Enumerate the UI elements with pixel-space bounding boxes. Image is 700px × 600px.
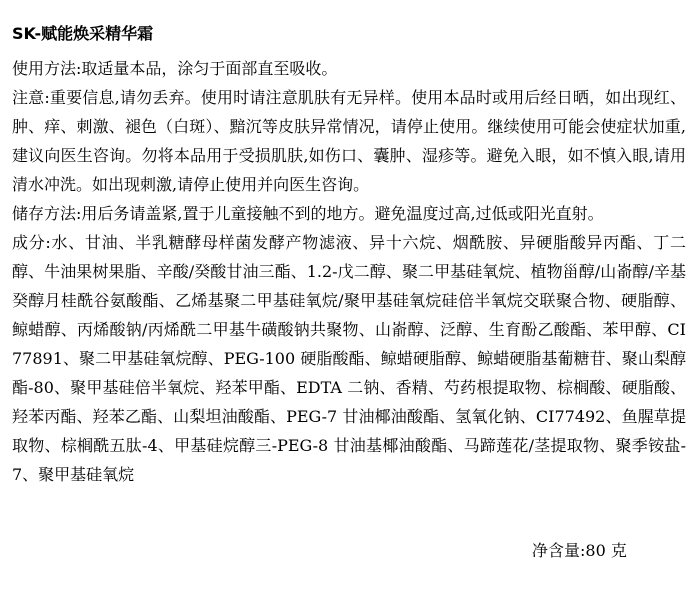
net-content: 净含量:80 克 bbox=[532, 541, 627, 560]
product-label-document bbox=[12, 22, 686, 489]
product-title: SK-赋能焕采精华霜 bbox=[12, 24, 154, 43]
caution-text: 重要信息,请勿丢弃。使用时请注意肌肤有无异样。使用本品时或用后经日晒，如出现红、肿、痒、刺激、褪色（白斑）、黯沉等皮肤异常情况，请停止使用。继续使用可能会使症状加重,建议向医生咨询。勿将本品用于受损肌肤,如伤口、囊肿、湿疹等。避免入眼，如不慎入眼,请用清水冲洗。如出现刺激,请停止使用并向医生咨询。 bbox=[12, 88, 686, 194]
usage-label: 使用方法: bbox=[12, 59, 82, 78]
caution-label: 注意: bbox=[12, 88, 50, 107]
usage-text: 取适量本品，涂匀于面部直至吸收。 bbox=[81, 59, 338, 78]
ingredients-text: 水、甘油、半乳糖酵母样菌发酵产物滤液、异十六烷、烟酰胺、异硬脂酸异丙酯、丁二醇、牛油果树果脂、辛酸/癸酸甘油三酯、1.2-戊二醇、聚二甲基硅氧烷、植物甾醇/山嵛醇/辛基癸醇月桂酰谷氨酸酯、乙烯基聚二甲基硅氧烷/聚甲基硅氧烷硅倍半氧烷交联聚合物、硬脂醇、鲸蜡醇、丙烯酸钠/丙烯酰二甲基牛磺酸钠共聚物、山嵛醇、泛醇、生育酚乙酸酯、苯甲醇、CI77891、聚二甲基硅氧烷醇、PEG-100 硬脂酸酯、鲸蜡硬脂醇、鲸蜡硬脂基葡糖苷、聚山梨醇酯-80、聚甲基硅倍半氧烷、羟苯甲酯、EDTA 二钠、香精、芍药根提取物、棕榈酸、硬脂酸、羟苯丙酯、羟苯乙酯、山梨坦油酸酯、PEG-7 甘油椰油酸酯、氢氧化钠、CI77492、鱼腥草提取物、棕榈酰五肽-4、甲基硅烷醇三-PEG-8 甘油基椰油酸酯、马蹄莲花/茎提取物、聚季铵盐-7、聚甲基硅氧烷 bbox=[12, 233, 686, 484]
storage-text: 用后务请盖紧,置于儿童接触不到的地方。避免温度过高,过低或阳光直射。 bbox=[81, 204, 604, 223]
ingredients-label: 成分: bbox=[12, 233, 51, 252]
ingredients-section bbox=[12, 228, 686, 489]
storage-label: 储存方法: bbox=[12, 204, 82, 223]
usage-section bbox=[12, 54, 686, 83]
storage-section bbox=[12, 199, 686, 228]
caution-section bbox=[12, 83, 686, 199]
